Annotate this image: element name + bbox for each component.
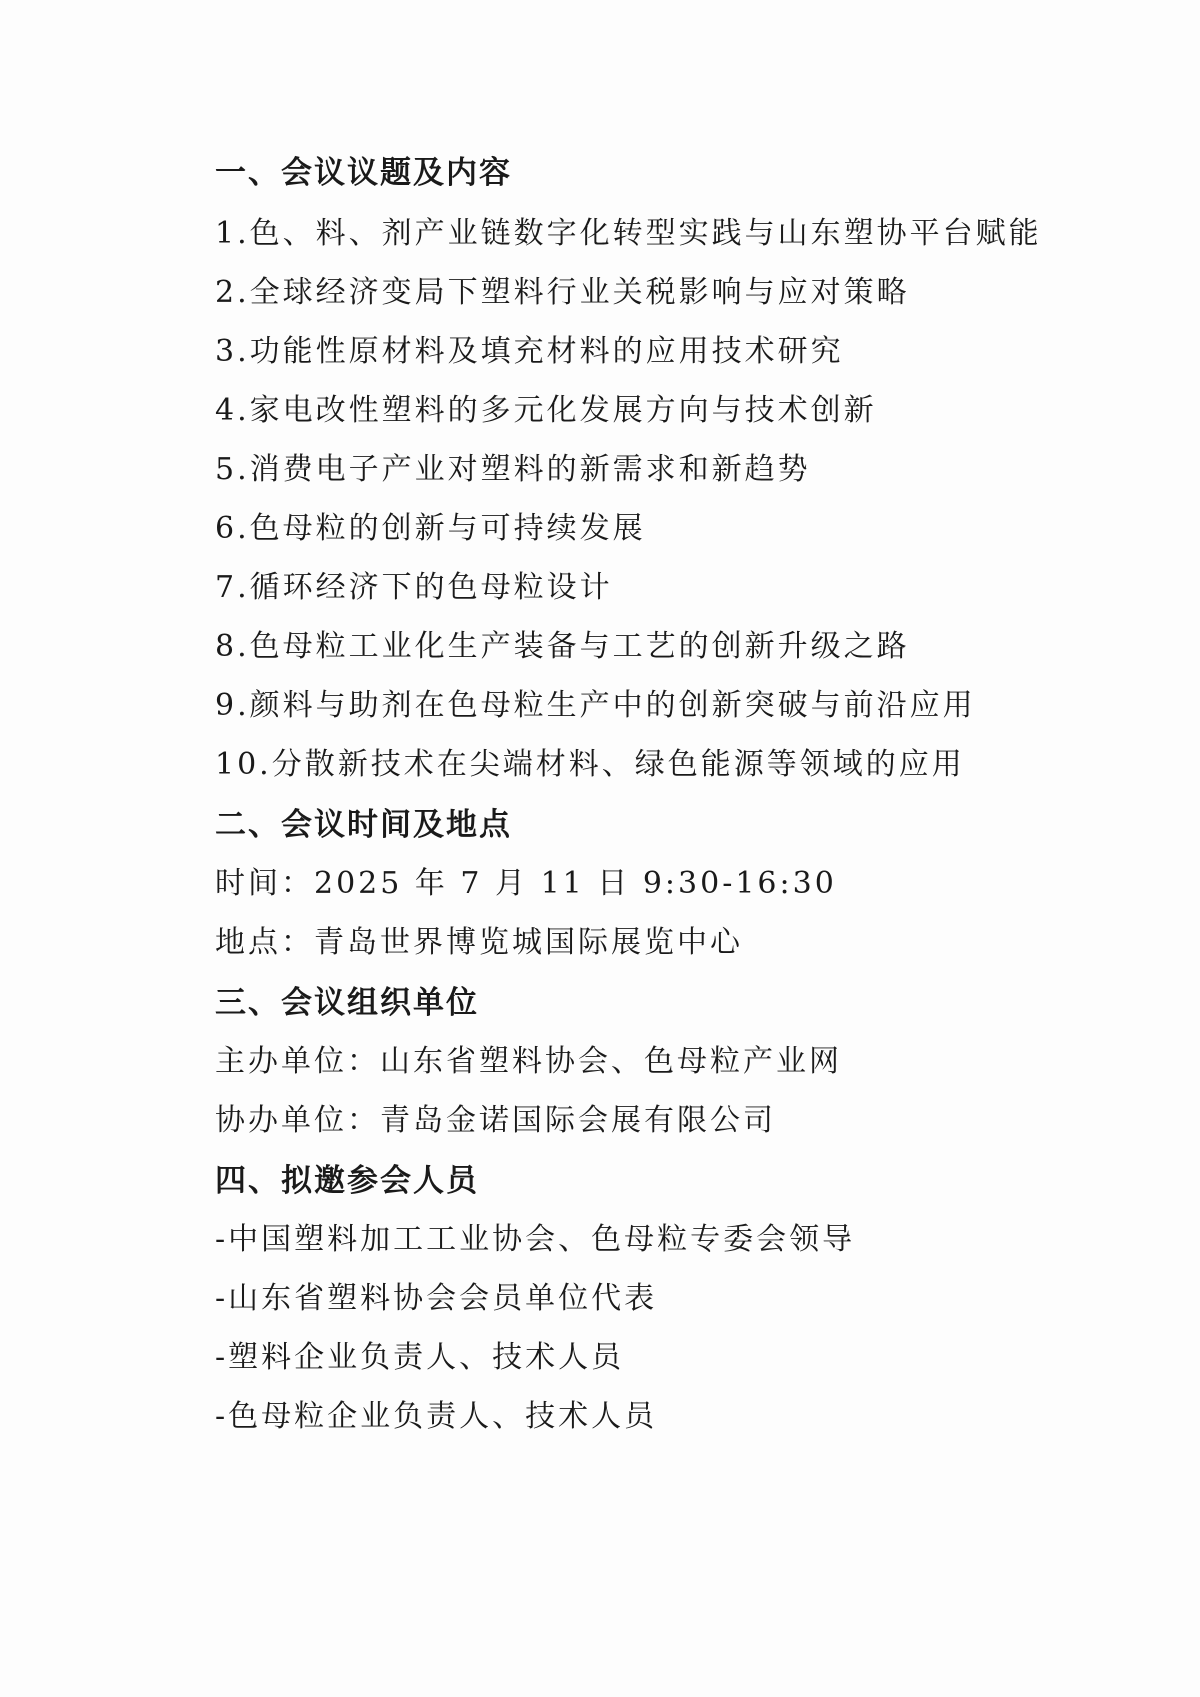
section-heading-topics: 一、会议议题及内容 — [215, 155, 512, 191]
meeting-time: 时间：2025 年 7 月 11 日 9:30-16:30 — [215, 866, 837, 901]
meeting-place: 地点：青岛世界博览城国际展览中心 — [215, 925, 743, 960]
co-host-organizer: 协办单位：青岛金诺国际会展有限公司 — [215, 1103, 776, 1138]
topic-item-4: 4.家电改性塑料的多元化发展方向与技术创新 — [215, 393, 877, 428]
topic-item-1: 1.色、料、剂产业链数字化转型实践与山东塑协平台赋能 — [215, 216, 1042, 251]
section-heading-time-place: 二、会议时间及地点 — [215, 807, 512, 843]
attendee-item-3: -塑料企业负责人、技术人员 — [215, 1340, 625, 1375]
topic-item-10: 10.分散新技术在尖端材料、绿色能源等领域的应用 — [215, 747, 965, 782]
topic-item-2: 2.全球经济变局下塑料行业关税影响与应对策略 — [215, 275, 910, 310]
section-heading-organizers: 三、会议组织单位 — [215, 985, 479, 1021]
attendee-item-1: -中国塑料加工工业协会、色母粒专委会领导 — [215, 1222, 856, 1257]
attendee-item-2: -山东省塑料协会会员单位代表 — [215, 1281, 658, 1316]
topic-item-8: 8.色母粒工业化生产装备与工艺的创新升级之路 — [215, 629, 910, 664]
topic-item-5: 5.消费电子产业对塑料的新需求和新趋势 — [215, 452, 811, 487]
topic-item-6: 6.色母粒的创新与可持续发展 — [215, 511, 646, 546]
topic-item-7: 7.循环经济下的色母粒设计 — [215, 570, 613, 605]
section-heading-attendees: 四、拟邀参会人员 — [215, 1163, 479, 1199]
topic-item-9: 9.颜料与助剂在色母粒生产中的创新突破与前沿应用 — [215, 688, 976, 723]
topic-item-3: 3.功能性原材料及填充材料的应用技术研究 — [215, 334, 844, 369]
host-organizer: 主办单位：山东省塑料协会、色母粒产业网 — [215, 1044, 842, 1079]
attendee-item-4: -色母粒企业负责人、技术人员 — [215, 1399, 658, 1434]
